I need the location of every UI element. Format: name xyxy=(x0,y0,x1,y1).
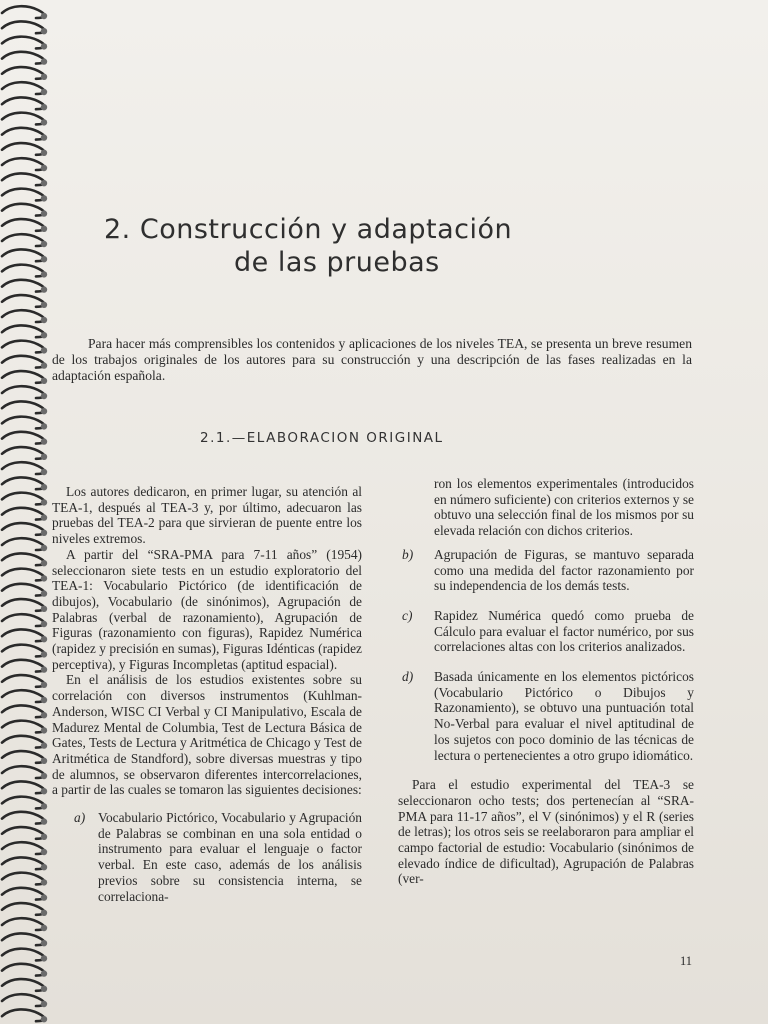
spiral-coil xyxy=(2,113,47,126)
chapter-title-text: Construcción y adaptación xyxy=(139,214,513,245)
spiral-coil xyxy=(2,280,47,293)
chapter-number: 2. xyxy=(104,214,131,245)
spiral-coil xyxy=(2,356,47,369)
spiral-coil xyxy=(2,781,47,794)
list-item-c-text: Rapidez Numérica quedó como prueba de Cálculo para evaluar el factor numérico, por sus correlaciones altas con los criterios analizados. xyxy=(434,607,694,655)
spiral-coil xyxy=(2,797,47,810)
spiral-coil xyxy=(2,751,47,764)
spiral-coil xyxy=(2,645,47,658)
left-paragraph-1: Los autores dedicaron, en primer lugar, su atención al TEA-1, después al TEA-3 y, por último, adecuaron las pruebas del TEA-2 para que sirvieran de puente entre los niveles extremos. xyxy=(52,484,362,547)
right-column xyxy=(398,476,694,887)
spiral-coil xyxy=(2,705,47,718)
spiral-coil xyxy=(2,812,47,825)
spiral-coil xyxy=(2,204,47,217)
spiral-coil xyxy=(2,690,47,703)
page-number: 11 xyxy=(680,954,693,968)
spiral-coil xyxy=(2,82,47,95)
spiral-coil xyxy=(2,888,47,901)
spiral-coil xyxy=(2,158,47,171)
spiral-coil xyxy=(2,766,47,779)
spiral-coil xyxy=(2,143,47,156)
spiral-coil xyxy=(2,903,47,916)
list-item-b-label: b) xyxy=(402,546,414,562)
spiral-coil xyxy=(2,964,47,977)
spiral-coil xyxy=(2,918,47,931)
spiral-coil xyxy=(2,873,47,886)
spiral-coil xyxy=(2,265,47,278)
list-item-a xyxy=(52,810,362,904)
spiral-coil xyxy=(2,173,47,186)
right-paragraph-final: Para el estudio experimental del TEA-3 se seleccionaron ocho tests; dos pertenecían al “SRA-PMA para 11-17 años”, el V (sinónimos) y el R (series de letras); los otros seis se reelaboraron para ampliar el campo factorial de estudio: Vocabulario (sinónimos de elevado índice de dificultad), Agrupación de Palabras (ver- xyxy=(398,777,694,887)
chapter-title xyxy=(104,214,644,278)
list-item-c xyxy=(398,608,694,655)
spiral-coil xyxy=(2,493,47,506)
spiral-coil xyxy=(2,97,47,110)
spiral-coil xyxy=(2,234,47,247)
spiral-coil xyxy=(2,128,47,141)
spiral-coil xyxy=(2,219,47,232)
spiral-coil xyxy=(2,1009,47,1022)
spiral-coil xyxy=(2,325,47,338)
right-continuation: ron los elementos experimentales (introducidos en número suficiente) con criterios externos y se obtuvo una selección final de los mismos por su elevada relación con dichos criterios. xyxy=(434,476,694,539)
list-item-d xyxy=(398,669,694,763)
spiral-coil xyxy=(2,371,47,384)
chapter-title-line1 xyxy=(104,214,644,245)
spiral-coil xyxy=(2,949,47,962)
spiral-coil xyxy=(2,933,47,946)
spiral-coil xyxy=(2,462,47,475)
list-item-a-text: Vocabulario Pictórico, Vocabulario y Agrupación de Palabras se combinan en una sola entidad o instrumento para evaluar el lenguaje o factor verbal. En este caso, además de los análisis previos sobre su consistencia interna, se correlaciona- xyxy=(98,810,362,904)
list-item-b-text: Agrupación de Figuras, se mantuvo separada como una medida del factor razonamiento por su independencia de los demás tests. xyxy=(434,546,694,594)
spiral-binding-graphic xyxy=(0,0,60,1024)
spiral-coil xyxy=(2,189,47,202)
spiral-binding xyxy=(0,0,60,1024)
spiral-coil xyxy=(2,401,47,414)
list-item-c-label: c) xyxy=(402,607,413,623)
spiral-coil xyxy=(2,67,47,80)
spiral-coil xyxy=(2,432,47,445)
section-heading: 2.1.—ELABORACION ORIGINAL xyxy=(200,430,444,446)
spiral-coil xyxy=(2,6,47,19)
list-item-d-text: Basada únicamente en los elementos pictóricos (Vocabulario Pictórico o Dibujos y Razonamiento), se obtuvo una puntuación total No-Verbal para evaluar el nivel aptitudinal de los sujetos con poco dominio de las técnicas de lectura o pertenecientes a otro grupo idiomático. xyxy=(434,669,694,763)
list-item-d-label: d) xyxy=(402,669,414,685)
spiral-coil xyxy=(2,508,47,521)
list-item-b xyxy=(398,547,694,594)
spiral-coil xyxy=(2,417,47,430)
spiral-coil xyxy=(2,736,47,749)
list-item-a-label: a) xyxy=(74,810,86,826)
spiral-coil xyxy=(2,523,47,536)
spiral-coil xyxy=(2,249,47,262)
spiral-coil xyxy=(2,538,47,551)
spiral-coil xyxy=(2,21,47,34)
left-paragraph-2: A partir del “SRA-PMA para 7-11 años” (1954) seleccionaron siete tests en un estudio exploratorio del TEA-1: Vocabulario Pictórico (de identificación de dibujos), Vocabulario (de sinónimos), Agrupación de Palabras (verbal de razonamiento), Agrupación de Figuras (razonamiento con figuras), Rapidez Numérica (rapidez y precisión en sumas), Figuras Idénticas (rapidez perceptiva), y Figuras Incompletas (aptitud espacial). xyxy=(52,546,362,672)
spiral-coil xyxy=(2,842,47,855)
spiral-coil xyxy=(2,553,47,566)
spiral-coil xyxy=(2,994,47,1007)
spiral-coil xyxy=(2,295,47,308)
spiral-coil xyxy=(2,341,47,354)
spiral-coil xyxy=(2,386,47,399)
spiral-coil xyxy=(2,477,47,490)
spiral-coil xyxy=(2,629,47,642)
spiral-coil xyxy=(2,447,47,460)
spiral-coil xyxy=(2,675,47,688)
spiral-coil xyxy=(2,857,47,870)
spiral-coil xyxy=(2,721,47,734)
left-column xyxy=(52,484,362,904)
spiral-coil xyxy=(2,599,47,612)
spiral-coil xyxy=(2,52,47,65)
spiral-coil xyxy=(2,827,47,840)
spiral-coil xyxy=(2,660,47,673)
spiral-coil xyxy=(2,37,47,50)
left-paragraph-3: En el análisis de los estudios existentes sobre su correlación con diversos instrumentos (Kuhlman-Anderson, WISC CI Verbal y CI Manipulativo, Escala de Madurez Mental de Columbia, Test de Lectura Básica de Gates, Tests de Lectura y Aritmética de Chicago y Test de Aritmética de Standford), sobre diversas muestras y tipo de alumnos, se observaron diferentes intercorrelaciones, a partir de las cuales se tomaron las siguientes decisiones: xyxy=(52,672,362,798)
intro-paragraph: Para hacer más comprensibles los contenidos y aplicaciones de los niveles TEA, se presenta un breve resumen de los trabajos originales de los autores para su construcción y una descripción de las fases realizadas en la adaptación española. xyxy=(52,335,692,383)
spiral-coil xyxy=(2,584,47,597)
spiral-coil xyxy=(2,310,47,323)
spiral-coil xyxy=(2,979,47,992)
spiral-coil xyxy=(2,614,47,627)
chapter-title-line2: de las pruebas xyxy=(234,247,440,278)
spiral-coil xyxy=(2,569,47,582)
